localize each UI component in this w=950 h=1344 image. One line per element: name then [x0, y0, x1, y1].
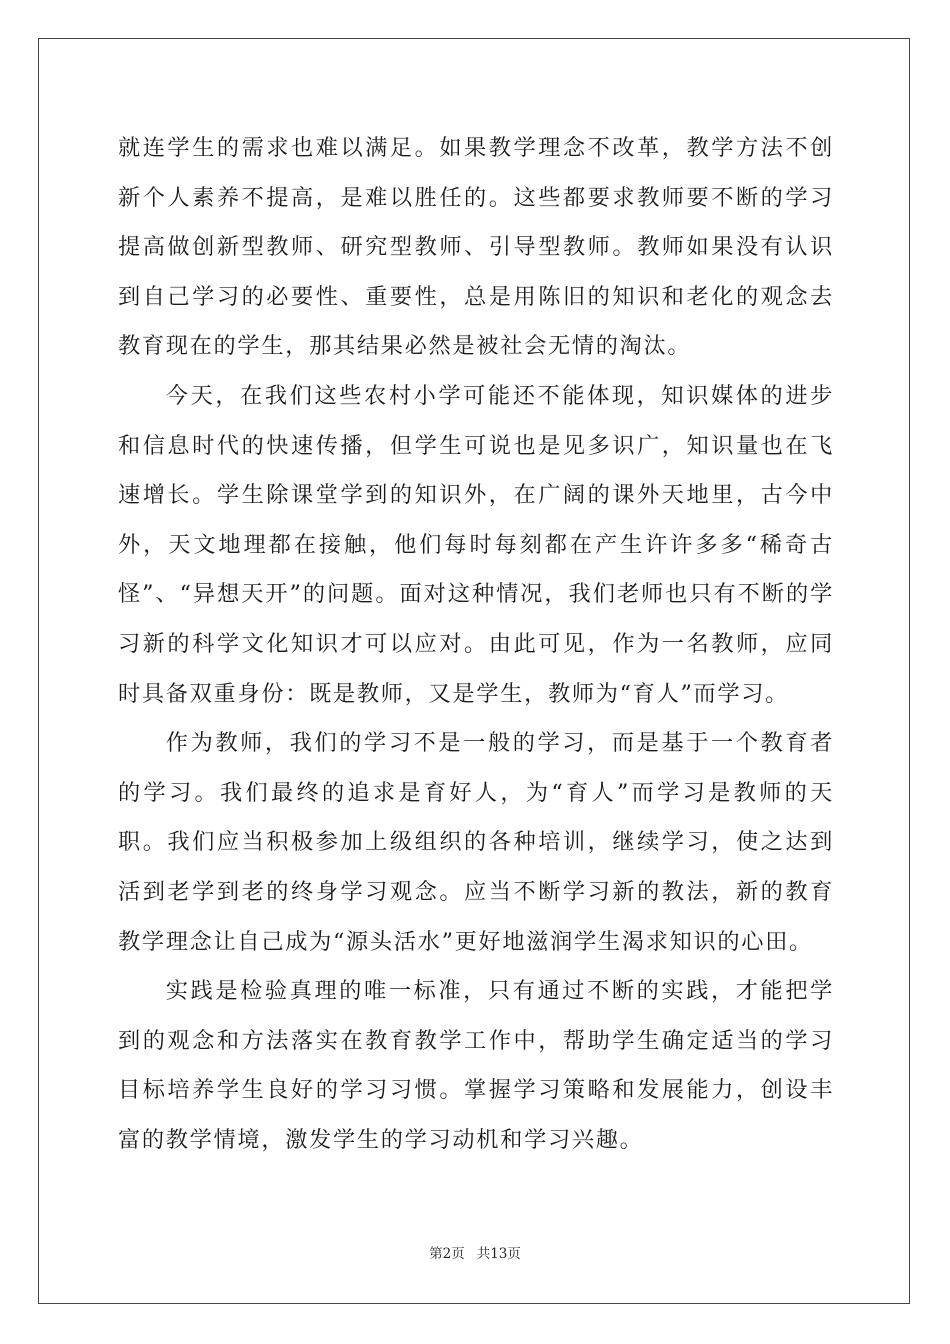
- current-page-number: 第2页: [429, 1246, 465, 1262]
- document-body: [118, 124, 834, 1165]
- page-footer: [0, 1245, 950, 1263]
- paragraph-2: 今天，在我们这些农村小学可能还不能体现，知识媒体的进步和信息时代的快速传播，但学生可说也是见多识广，知识量也在飞速增长。学生除课堂学到的知识外，在广阔的课外天地里，古今中外，天文地理都在接触，他们每时每刻都在产生许许多多“稀奇古怪”、“异想天开”的问题。面对这种情况，我们老师也只有不断的学习新的科学文化知识才可以应对。由此可见，作为一名教师，应同时具备双重身份：既是教师，又是学生，教师为“育人”而学习。: [118, 382, 834, 707]
- paragraph-4: 实践是检验真理的唯一标准，只有通过不断的实践，才能把学到的观念和方法落实在教育教学工作中，帮助学生确定适当的学习目标培养学生良好的学习习惯。掌握学习策略和发展能力，创设丰富的教学情境，激发学生的学习动机和学习兴趣。: [118, 978, 834, 1153]
- paragraph-1: 就连学生的需求也难以满足。如果教学理念不改革，教学方法不创新个人素养不提高，是难以胜任的。这些都要求教师要不断的学习提高做创新型教师、研究型教师、引导型教师。教师如果没有认识到自己学习的必要性、重要性，总是用陈旧的知识和老化的观念去教育现在的学生，那其结果必然是被社会无情的淘汰。: [118, 135, 834, 360]
- paragraph-3: 作为教师，我们的学习不是一般的学习，而是基于一个教育者的学习。我们最终的追求是育好人，为“育人”而学习是教师的天职。我们应当积极参加上级组织的各种培训，继续学习，使之达到活到老学到老的终身学习观念。应当不断学习新的教法，新的教育教学理念让自己成为“源头活水”更好地滋润学生渴求知识的心田。: [118, 730, 834, 955]
- total-page-count: 共13页: [476, 1246, 521, 1262]
